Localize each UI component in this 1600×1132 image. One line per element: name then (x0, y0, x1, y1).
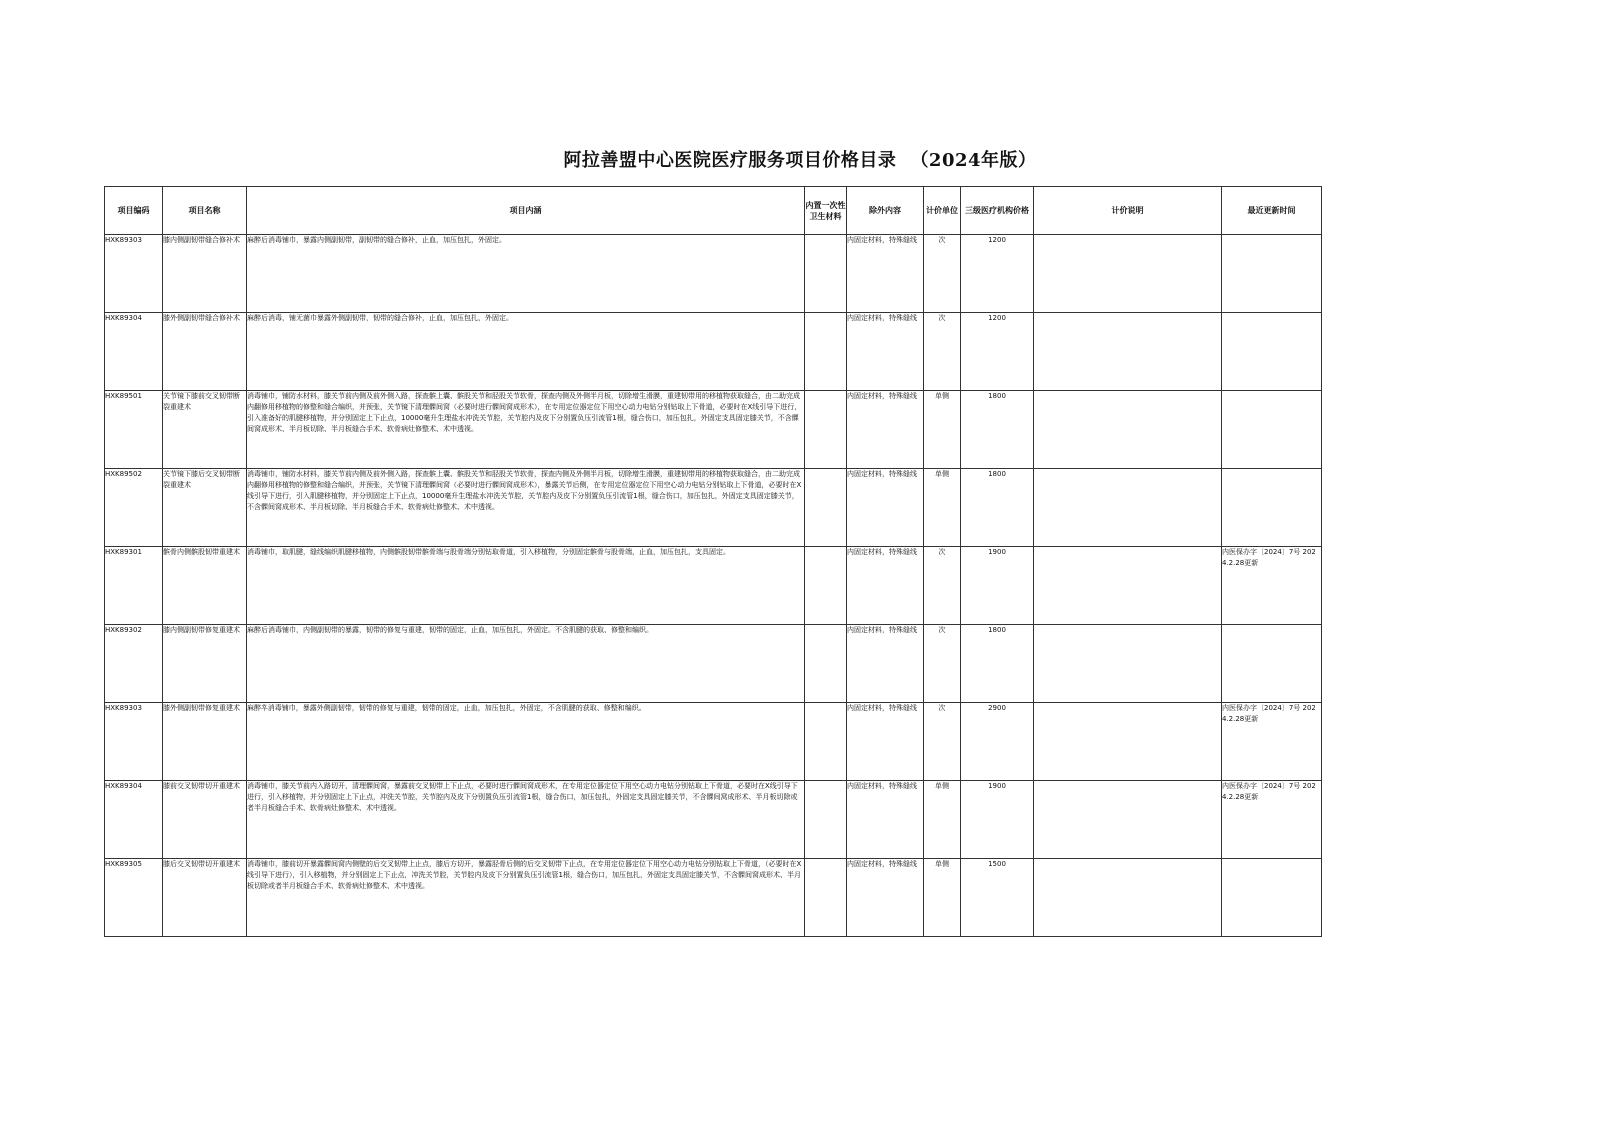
cell-content: 麻醉후消毒铺巾，暴露外侧副韧带，韧带的修复与重建，韧带的固定，止血，加压包扎，外固定，不含肌腱的获取、修整和编织。 (247, 703, 805, 781)
cell-name: 膝外侧副韧带修复重建术 (163, 703, 247, 781)
cell-price: 1900 (961, 547, 1034, 625)
cell-consumables (805, 781, 847, 859)
cell-unit: 单侧 (924, 391, 961, 469)
header-consumables: 内置一次性卫生材料 (805, 187, 847, 235)
cell-notes (1034, 859, 1222, 937)
cell-name: 髌骨内侧髌股韧带重建术 (163, 547, 247, 625)
cell-content: 麻醉后消毒铺巾，暴露内侧副韧带，副韧带的缝合修补，止血，加压包扎，外固定。 (247, 235, 805, 313)
page-title-year: （2024年版） (910, 150, 1037, 171)
price-table (104, 186, 1322, 937)
cell-excluded: 内固定材料，特殊缝线 (847, 781, 924, 859)
table-header-row (105, 187, 1322, 235)
cell-excluded: 内固定材料，特殊缝线 (847, 235, 924, 313)
cell-unit: 次 (924, 313, 961, 391)
cell-unit: 次 (924, 547, 961, 625)
cell-name: 膝前交叉韧带切开重建术 (163, 781, 247, 859)
header-updated: 最近更新时间 (1222, 187, 1322, 235)
cell-name: 膝内侧副韧带缝合修补术 (163, 235, 247, 313)
cell-code: HXK89305 (105, 859, 163, 937)
cell-notes (1034, 391, 1222, 469)
cell-unit: 次 (924, 235, 961, 313)
cell-notes (1034, 781, 1222, 859)
cell-content: 麻醉后消毒，铺无菌巾暴露外侧副韧带，韧带的缝合修补，止血，加压包扎，外固定。 (247, 313, 805, 391)
header-code: 项目编码 (105, 187, 163, 235)
cell-consumables (805, 625, 847, 703)
cell-price: 1800 (961, 391, 1034, 469)
cell-updated: 内医保办字〔2024〕7号 2024.2.28更新 (1222, 547, 1322, 625)
cell-excluded: 内固定材料，特殊缝线 (847, 625, 924, 703)
cell-excluded: 内固定材料，特殊缝线 (847, 547, 924, 625)
cell-price: 2900 (961, 703, 1034, 781)
cell-unit: 单侧 (924, 469, 961, 547)
table-row (105, 235, 1322, 313)
table-row (105, 703, 1322, 781)
table-row (105, 781, 1322, 859)
cell-unit: 单侧 (924, 859, 961, 937)
header-excluded: 除外内容 (847, 187, 924, 235)
cell-excluded: 内固定材料，特殊缝线 (847, 703, 924, 781)
cell-content: 消毒铺巾，铺防水材料，膝关节前内侧及前外侧入路，探查髌上囊、髌股关节和胫股关节软骨，探查内侧及外侧半月板，切除增生滑膜，重建韧带用的移植物获取缝合，由二助完成内翻修用移植物的修整和缝合编织，并预张，关节镜下清理髁间窝（必要时进行髁间窝成形术），暴露关节后侧，在专用定位器定位下用空心动力电钻分别钻取上下骨道，必要时在X线引导下进行，引入肌腱移植物，并分别固定上下止点，10000毫升生理盐水冲洗关节腔，关节腔内及皮下分别置负压引流管1根，缝合伤口，加压包扎，外固定支具固定膝关节，不含髁间窝成形术、半月板切除、半月板缝合手术、软骨病灶修整术、术中透视。 (247, 469, 805, 547)
cell-content: 消毒铺巾，膝前切开暴露髁间窝内侧壁的后交叉韧带上止点，膝后方切开，暴露胫骨后侧的后交叉韧带下止点，在专用定位器定位下用空心动力电钻分别钻取上下骨道，（必要时在X线引导下进行），引入移植物，并分别固定上下止点，冲洗关节腔，关节腔内及皮下分别置负压引流管1根，缝合伤口，加压包扎，外固定支具固定膝关节，不含髁间窝成形术、半月板切除或者半月板缝合手术、软骨病灶修整术、术中透视。 (247, 859, 805, 937)
cell-excluded: 内固定材料，特殊缝线 (847, 859, 924, 937)
cell-consumables (805, 703, 847, 781)
cell-name: 关节镜下膝前交叉韧带断裂重建术 (163, 391, 247, 469)
cell-code: HXK89301 (105, 547, 163, 625)
cell-excluded: 内固定材料，特殊缝线 (847, 313, 924, 391)
cell-notes (1034, 235, 1222, 313)
cell-code: HXK89304 (105, 781, 163, 859)
cell-notes (1034, 469, 1222, 547)
table-row (105, 625, 1322, 703)
cell-code: HXK89502 (105, 469, 163, 547)
cell-code: HXK89302 (105, 625, 163, 703)
cell-consumables (805, 235, 847, 313)
table-row (105, 859, 1322, 937)
cell-price: 1900 (961, 781, 1034, 859)
cell-price: 1800 (961, 625, 1034, 703)
cell-price: 1200 (961, 313, 1034, 391)
cell-updated: 内医保办字〔2024〕7号 2024.2.28更新 (1222, 781, 1322, 859)
cell-name: 膝外侧副韧带缝合修补术 (163, 313, 247, 391)
cell-consumables (805, 313, 847, 391)
table-row (105, 313, 1322, 391)
page-title (0, 146, 1600, 172)
cell-price: 1800 (961, 469, 1034, 547)
cell-content: 麻醉后消毒铺巾，内侧副韧带的暴露，韧带的修复与重建，韧带的固定，止血，加压包扎，外固定。不含肌腱的获取、修整和编织。 (247, 625, 805, 703)
cell-content: 消毒铺巾，取肌腱，缝线编织肌腱移植物，内侧髌股韧带髌骨端与股骨端分别钻取骨道，引入移植物，分别固定髌骨与股骨端，止血，加压包扎，支具固定。 (247, 547, 805, 625)
cell-excluded: 内固定材料，特殊缝线 (847, 391, 924, 469)
cell-code: HXK89501 (105, 391, 163, 469)
cell-unit: 次 (924, 625, 961, 703)
cell-notes (1034, 625, 1222, 703)
cell-notes (1034, 313, 1222, 391)
header-unit: 计价单位 (924, 187, 961, 235)
cell-name: 膝内侧副韧带修复重建术 (163, 625, 247, 703)
cell-consumables (805, 469, 847, 547)
cell-price: 1500 (961, 859, 1034, 937)
cell-code: HXK89304 (105, 313, 163, 391)
cell-updated: 内医保办字〔2024〕7号 2024.2.28更新 (1222, 703, 1322, 781)
cell-updated (1222, 235, 1322, 313)
cell-consumables (805, 547, 847, 625)
header-notes: 计价说明 (1034, 187, 1222, 235)
cell-unit: 单侧 (924, 781, 961, 859)
cell-updated (1222, 859, 1322, 937)
cell-excluded: 内固定材料，特殊缝线 (847, 469, 924, 547)
cell-content: 消毒铺巾，膝关节前内入路切开，清理髁间窝，暴露前交叉韧带上下止点，必要时进行髁间窝成形术，在专用定位器定位下用空心动力电钻分别钻取上下骨道，必要时在X线引导下进行，引入移植物，并分别固定上下止点，冲洗关节腔，关节腔内及皮下分别置负压引流管1根，缝合伤口，加压包扎，外固定支具固定膝关节，不含髁间窝成形术、半月板切除或者半月板缝合手术、软骨病灶修整术、术中透视。 (247, 781, 805, 859)
table-row (105, 469, 1322, 547)
cell-updated (1222, 625, 1322, 703)
cell-content: 消毒铺巾，铺防水材料，膝关节前内侧及前外侧入路，探查髌上囊、髌股关节和胫股关节软骨，探查内侧及外侧半月板，切除增生滑膜，重建韧带用的移植物获取缝合，由二助完成内翻修用移植物的修整和缝合编织，并预张，关节镜下清理髁间窝（必要时进行髁间窝成形术），在专用定位器定位下用空心动力电钻分别钻取上下骨道，必要时在X线引导下进行，引入准备好的肌腱移植物，并分别固定上下止点，10000毫升生理盐水冲洗关节腔，关节腔内及皮下分别置负压引流管1根，缝合伤口，加压包扎，外固定支具固定膝关节，不含髁间窝成形术、半月板切除、半月板缝合手术、软骨病灶修整术、术中透视。 (247, 391, 805, 469)
page-title-text: 阿拉善盟中心医院医疗服务项目价格目录 (563, 150, 897, 171)
table-body (105, 235, 1322, 937)
cell-consumables (805, 859, 847, 937)
cell-notes (1034, 703, 1222, 781)
cell-code: HXK89303 (105, 235, 163, 313)
cell-name: 关节镜下膝后交叉韧带断裂重建术 (163, 469, 247, 547)
header-name: 项目名称 (163, 187, 247, 235)
cell-consumables (805, 391, 847, 469)
header-price: 三级医疗机构价格 (961, 187, 1034, 235)
cell-notes (1034, 547, 1222, 625)
table-row (105, 391, 1322, 469)
cell-updated (1222, 469, 1322, 547)
cell-price: 1200 (961, 235, 1034, 313)
table-header (105, 187, 1322, 235)
table-row (105, 547, 1322, 625)
cell-unit: 次 (924, 703, 961, 781)
cell-code: HXK89303 (105, 703, 163, 781)
cell-updated (1222, 391, 1322, 469)
cell-name: 膝后交叉韧带切开重建术 (163, 859, 247, 937)
header-content: 项目内涵 (247, 187, 805, 235)
cell-updated (1222, 313, 1322, 391)
